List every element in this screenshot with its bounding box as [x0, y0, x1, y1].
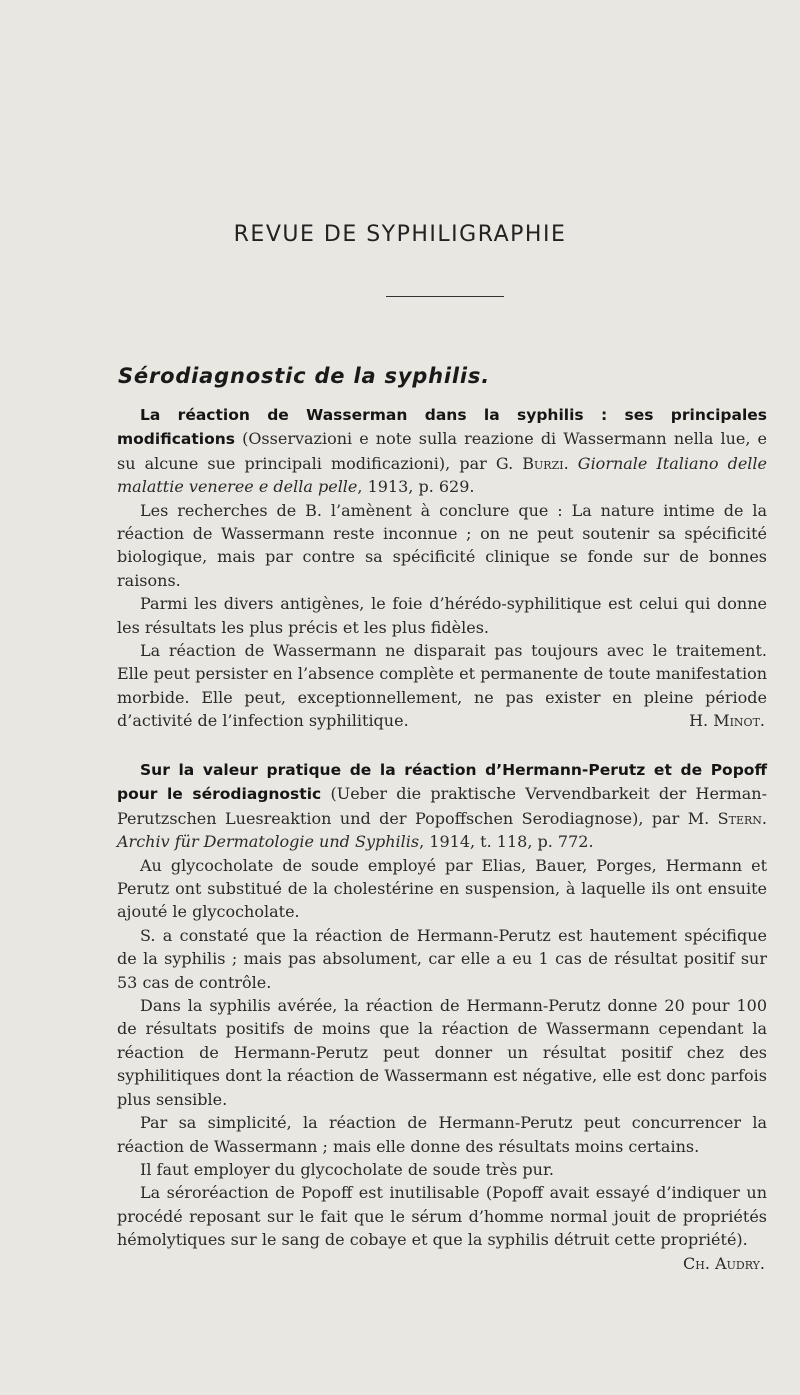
review-wassermann-citation [117, 403, 767, 499]
citation-author: Stern [717, 808, 762, 828]
paragraph: Parmi les divers antigènes, le foie d’hérédo-syphilitique est celui qui donne les résultats les plus précis et les plus fidèles. [117, 594, 767, 637]
section-title: Sérodiagnostic de la syphilis. [118, 364, 490, 388]
citation-text: (Ueber die praktische Vervendbarkeit der Herman-Perutzschen Luesreaktion und der Popoffschen Serodiagnose), par M. [117, 784, 767, 828]
paragraph-with-signature [117, 639, 767, 733]
journal-title: REVUE DE SYPHILIGRAPHIE [233, 222, 567, 247]
citation-author: Burzi [522, 453, 564, 473]
citation-separator: . [563, 453, 578, 473]
citation-reference: , 1913, p. 629. [357, 477, 475, 497]
paragraph-with-signature [117, 1181, 767, 1273]
citation-text: (Osservazioni e note sulla reazione di Wassermann nella lue, e su alcune sue principali modificazioni), par G. [117, 429, 767, 473]
review-hermann-perutz [117, 758, 767, 1275]
title-divider [386, 296, 504, 297]
signature: Ch. Audry. [683, 1253, 765, 1273]
paragraph-text: La séroréaction de Popoff est inutilisable (Popoff avait essayé d’indiquer un procédé reposant sur le fait que le sérum d’homme normal jouit de propriétés hémolytiques sur le sang de cobaye et que la syphilis détruit cette propriété). [117, 1183, 767, 1250]
citation-separator: . [761, 808, 767, 828]
citation-reference: , 1914, t. 118, p. 772. [419, 832, 594, 852]
paragraph: Les recherches de B. l’amènent à conclure que : La nature intime de la réaction de Wassermann reste inconnue ; on ne peut soutenir sa spécificité biologique, mais par contre sa spécificité clinique se fonde sur de bonnes raisons. [117, 500, 767, 590]
review-hermann-perutz-heading: Sur la valeur pratique de la réaction d’Hermann-Perutz et de Popoff pour le sérodiagnostic [117, 761, 767, 804]
paragraph: Par sa simplicité, la réaction de Hermann-Perutz peut concurrencer la réaction de Wassermann ; mais elle donne des résultats moins certains. [117, 1113, 767, 1156]
paragraph: Il faut employer du glycocholate de soude très pur. [140, 1159, 554, 1179]
paragraph: Au glycocholate de soude employé par Elias, Bauer, Porges, Hermann et Perutz ont substitué de la cholestérine en suspension, à laquelle ils ont ensuite ajouté le glycocholate. [117, 855, 767, 922]
paragraph: S. a constaté que la réaction de Hermann-Perutz est hautement spécifique de la syphilis ; mais pas absolument, car elle a eu 1 cas de résultat positif sur 53 cas de contrôle. [117, 925, 767, 992]
review-hermann-perutz-citation [117, 758, 767, 854]
citation-journal: Archiv für Dermatologie und Syphilis [117, 832, 420, 852]
paragraph: Dans la syphilis avérée, la réaction de Hermann-Perutz donne 20 pour 100 de résultats positifs de moins que la réaction de Wassermann cependant la réaction de Hermann-Perutz peut donner un résultat positif chez des syphilitiques dont la réaction de Wassermann est négative, elle est donc parfois plus sensible. [117, 996, 767, 1109]
citation-journal: Giornale Italiano delle malattie veneree e della pelle [117, 453, 767, 497]
signature: H. Minot. [689, 711, 765, 731]
paragraph-text: La réaction de Wassermann ne disparait pas toujours avec le traitement. Elle peut persister en l’absence complète et permanente de toute manifestation morbide. Elle peut, exceptionnellement, ne pas exister en pleine période d’activité de l’infection syphilitique. [117, 641, 767, 731]
review-wassermann-heading: La réaction de Wasserman dans la syphilis : ses principales modifications [117, 406, 767, 449]
review-wassermann [117, 403, 767, 733]
